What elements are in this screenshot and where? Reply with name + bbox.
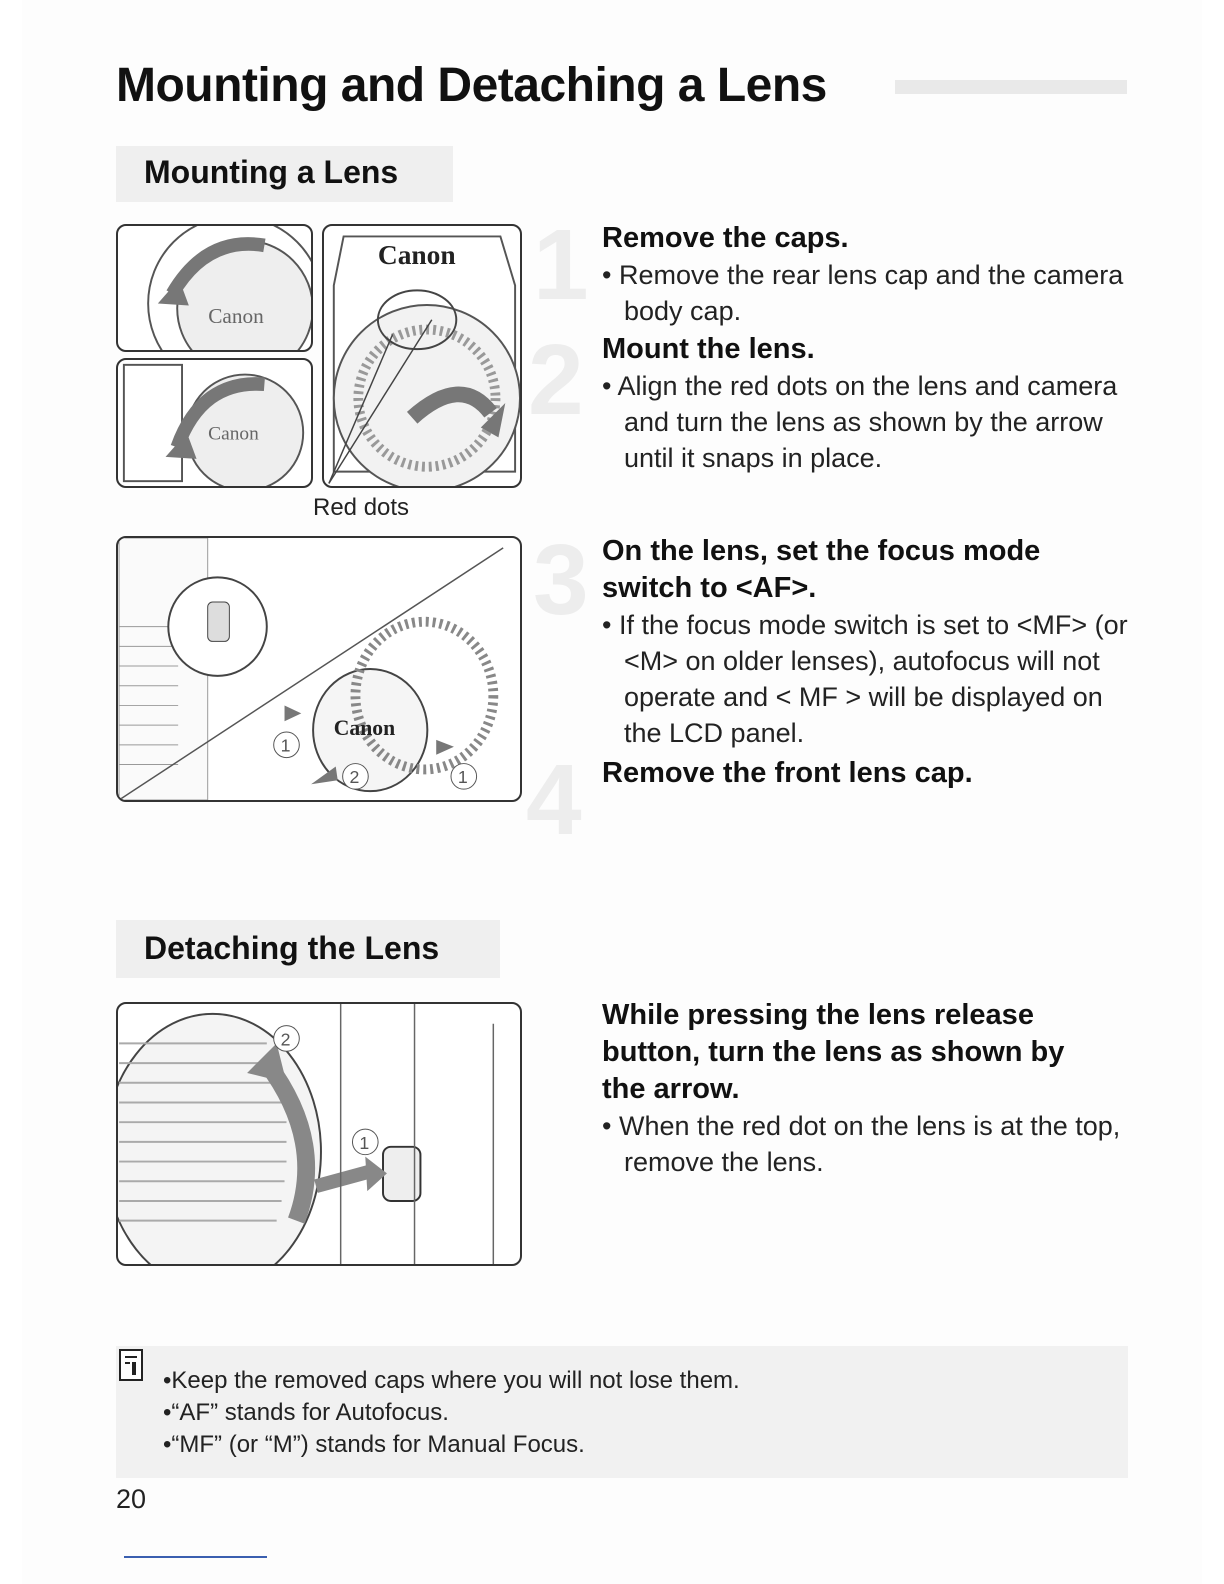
figure-brand-label: Canon bbox=[377, 239, 456, 270]
figure-marker-2: 2 bbox=[349, 767, 360, 788]
note-item: • “MF” (or “M”) stands for Manual Focus. bbox=[163, 1431, 585, 1459]
detach-step-title-line1: While pressing the lens release bbox=[602, 999, 1034, 1031]
figure-marker-1: 1 bbox=[457, 767, 468, 788]
page-title: Mounting and Detaching a Lens bbox=[116, 59, 827, 112]
figure-body-cap-removal bbox=[116, 358, 313, 488]
section-heading-mounting: Mounting a Lens bbox=[116, 146, 453, 202]
step-1-title: Remove the caps. bbox=[602, 222, 849, 254]
figure-focus-mode-switch bbox=[116, 536, 522, 802]
note-item: • Keep the removed caps where you will not lose them. bbox=[163, 1367, 740, 1395]
section-heading-detaching: Detaching the Lens bbox=[116, 920, 500, 978]
detach-step-title-line3: the arrow. bbox=[602, 1073, 740, 1105]
page-number: 20 bbox=[116, 1484, 147, 1514]
figure-caption-red-dots: Red dots bbox=[313, 494, 410, 521]
detach-step-bullet: • When the red dot on the lens is at the top, remove the lens. bbox=[602, 1108, 1149, 1180]
note-icon bbox=[118, 1348, 146, 1382]
figure-marker-2: 2 bbox=[280, 1029, 291, 1050]
figure-detach-lens bbox=[116, 1002, 522, 1266]
step-2-title: Mount the lens. bbox=[602, 333, 815, 365]
step-number-1: 1 bbox=[533, 209, 589, 321]
title-rule bbox=[895, 80, 1127, 94]
figure-marker-1: 1 bbox=[280, 735, 291, 756]
bottom-rule bbox=[124, 1556, 267, 1558]
step-1-bullet: • Remove the rear lens cap and the camera body cap. bbox=[602, 257, 1124, 329]
detach-step-title-line2: button, turn the lens as shown by bbox=[602, 1036, 1065, 1068]
note-item: • “AF” stands for Autofocus. bbox=[163, 1399, 449, 1427]
figure-mount-lens bbox=[322, 224, 522, 488]
step-2-bullet: • Align the red dots on the lens and camera and turn the lens as shown by the arrow until it snaps in place. bbox=[602, 368, 1124, 476]
step-number-2: 2 bbox=[528, 324, 584, 436]
step-number-4: 4 bbox=[526, 744, 582, 856]
figure-marker-1: 1 bbox=[359, 1132, 370, 1153]
step-3-title-line1: On the lens, set the focus mode bbox=[602, 535, 1041, 567]
figure-brand-label: Canon bbox=[333, 715, 396, 740]
step-number-3: 3 bbox=[533, 524, 589, 636]
figure-brand-label: Canon bbox=[208, 303, 264, 328]
step-4-title: Remove the front lens cap. bbox=[602, 757, 973, 789]
figure-rear-cap-removal bbox=[116, 224, 313, 352]
step-3-title-line2: switch to <AF>. bbox=[602, 572, 817, 604]
step-3-bullet: • If the focus mode switch is set to <MF> (or <M> on older lenses), autofocus will not operate and < MF > will be displayed on the LCD panel. bbox=[602, 607, 1134, 751]
figure-brand-label: Canon bbox=[208, 423, 259, 445]
